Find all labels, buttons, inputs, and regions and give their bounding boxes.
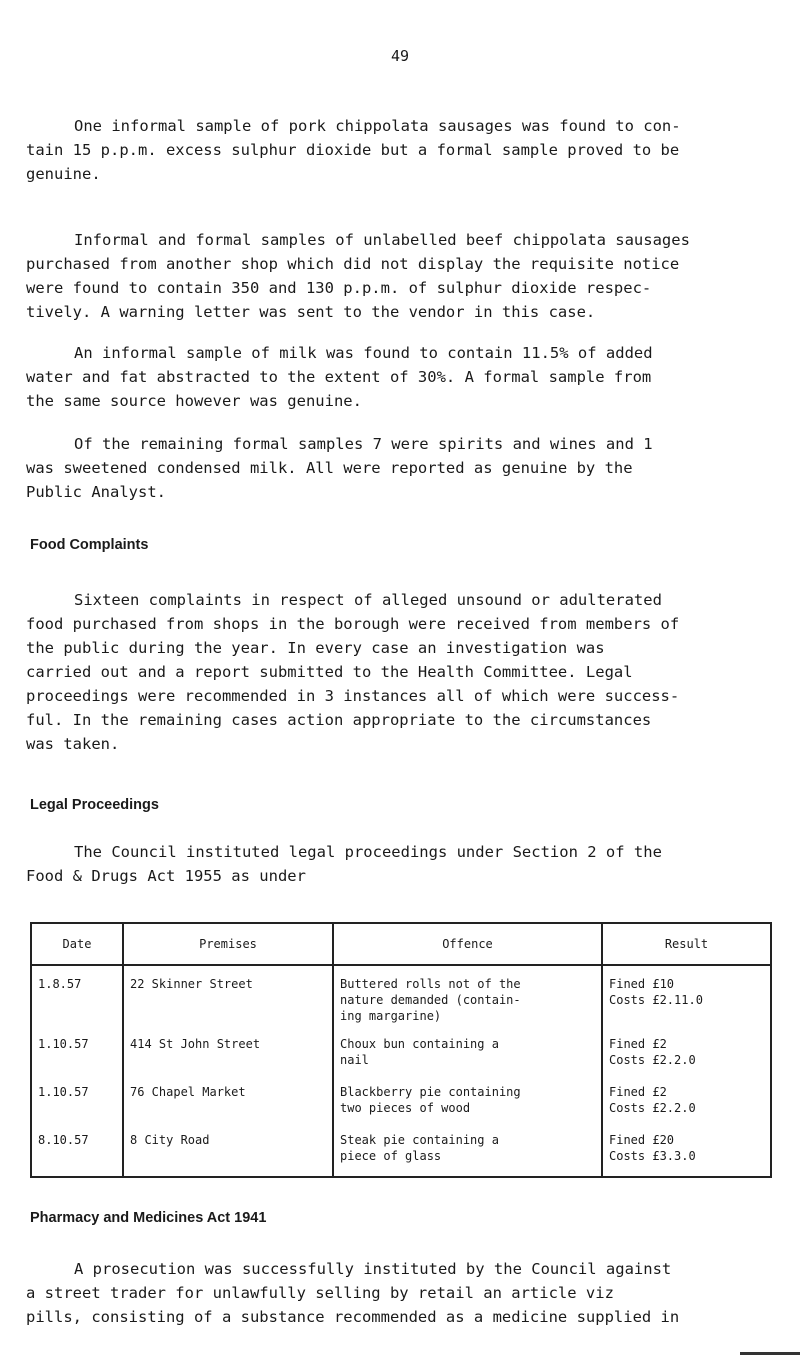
text-line: genuine. xyxy=(26,165,101,183)
cell-offence xyxy=(333,1076,602,1124)
cell-premises: 414 St John Street xyxy=(123,1028,333,1076)
paragraph-pork-sausages xyxy=(26,114,774,186)
text-line: tain 15 p.p.m. excess sulphur dioxide but a formal sample proved to be xyxy=(26,141,680,159)
cell-premises: 22 Skinner Street xyxy=(123,965,333,1028)
text-line: Of the remaining formal samples 7 were spirits and wines and 1 xyxy=(74,435,653,453)
table-row xyxy=(31,1124,771,1177)
cell-offence xyxy=(333,965,602,1028)
text-line: Food & Drugs Act 1955 as under xyxy=(26,867,306,885)
header-result: Result xyxy=(602,923,771,965)
text-line: the public during the year. In every case an investigation was xyxy=(26,639,605,657)
cell-date: 1.8.57 xyxy=(31,965,123,1028)
proceedings-table xyxy=(30,922,772,1178)
cell-result xyxy=(602,1124,771,1177)
header-premises: Premises xyxy=(123,923,333,965)
text-line: An informal sample of milk was found to contain 11.5% of added xyxy=(74,344,653,362)
table-row xyxy=(31,1028,771,1076)
cell-line: piece of glass xyxy=(340,1149,442,1163)
cell-date: 1.10.57 xyxy=(31,1076,123,1124)
text-line: Public Analyst. xyxy=(26,483,166,501)
cell-line: Costs £2.11.0 xyxy=(609,993,703,1007)
text-line: carried out and a report submitted to the Health Committee. Legal xyxy=(26,663,633,681)
paragraph-milk xyxy=(26,341,774,413)
text-line: the same source however was genuine. xyxy=(26,392,362,410)
cell-result xyxy=(602,1028,771,1076)
cell-line: Blackberry pie containing xyxy=(340,1085,521,1099)
cell-offence xyxy=(333,1124,602,1177)
cell-result xyxy=(602,965,771,1028)
paragraph-beef-sausages xyxy=(26,228,774,324)
paragraph-prosecution xyxy=(26,1257,774,1329)
cell-result xyxy=(602,1076,771,1124)
cell-line: Steak pie containing a xyxy=(340,1133,499,1147)
paragraph-complaints xyxy=(26,588,774,756)
cell-line: Costs £2.2.0 xyxy=(609,1101,696,1115)
cell-date: 8.10.57 xyxy=(31,1124,123,1177)
cell-line: nature demanded (contain- xyxy=(340,993,521,1007)
text-line: a street trader for unlawfully selling by retail an article viz xyxy=(26,1284,614,1302)
paragraph-legal xyxy=(26,840,774,888)
page-edge-rule xyxy=(740,1352,800,1355)
text-line: A prosecution was successfully instituted by the Council against xyxy=(74,1260,672,1278)
heading-legal-proceedings: Legal Proceedings xyxy=(30,797,159,813)
text-line: Informal and formal samples of unlabelled beef chippolata sausages xyxy=(74,231,690,249)
text-line: tively. A warning letter was sent to the vendor in this case. xyxy=(26,303,596,321)
table-row xyxy=(31,1076,771,1124)
cell-line: Fined £20 xyxy=(609,1133,675,1147)
cell-premises: 8 City Road xyxy=(123,1124,333,1177)
paragraph-remaining-samples xyxy=(26,432,774,504)
text-line: food purchased from shops in the borough were received from members of xyxy=(26,615,680,633)
page-number: 49 xyxy=(390,47,410,65)
text-line: proceedings were recommended in 3 instances all of which were success- xyxy=(26,687,680,705)
text-line: Sixteen complaints in respect of alleged unsound or adulterated xyxy=(74,591,662,609)
header-date: Date xyxy=(31,923,123,965)
text-line: pills, consisting of a substance recommended as a medicine supplied in xyxy=(26,1308,680,1326)
cell-line: Fined £2 xyxy=(609,1085,667,1099)
cell-line: Costs £3.3.0 xyxy=(609,1149,696,1163)
table-row xyxy=(31,965,771,1028)
cell-line: Fined £2 xyxy=(609,1037,667,1051)
text-line: was sweetened condensed milk. All were reported as genuine by the xyxy=(26,459,633,477)
table-header-row xyxy=(31,923,771,965)
cell-premises: 76 Chapel Market xyxy=(123,1076,333,1124)
text-line: One informal sample of pork chippolata sausages was found to con- xyxy=(74,117,681,135)
cell-line: Buttered rolls not of the xyxy=(340,977,521,991)
text-line: water and fat abstracted to the extent of 30%. A formal sample from xyxy=(26,368,652,386)
text-line: was taken. xyxy=(26,735,120,753)
text-line: The Council instituted legal proceedings under Section 2 of the xyxy=(74,843,662,861)
cell-line: ing margarine) xyxy=(340,1009,442,1023)
heading-food-complaints: Food Complaints xyxy=(30,537,149,553)
cell-date: 1.10.57 xyxy=(31,1028,123,1076)
cell-line: two pieces of wood xyxy=(340,1101,471,1115)
cell-offence xyxy=(333,1028,602,1076)
cell-line: Choux bun containing a xyxy=(340,1037,499,1051)
text-line: ful. In the remaining cases action appropriate to the circumstances xyxy=(26,711,652,729)
text-line: were found to contain 350 and 130 p.p.m. of sulphur dioxide respec- xyxy=(26,279,652,297)
header-offence: Offence xyxy=(333,923,602,965)
cell-line: Costs £2.2.0 xyxy=(609,1053,696,1067)
cell-line: Fined £10 xyxy=(609,977,675,991)
cell-line: nail xyxy=(340,1053,369,1067)
heading-pharmacy-act: Pharmacy and Medicines Act 1941 xyxy=(30,1210,267,1226)
text-line: purchased from another shop which did not display the requisite notice xyxy=(26,255,680,273)
